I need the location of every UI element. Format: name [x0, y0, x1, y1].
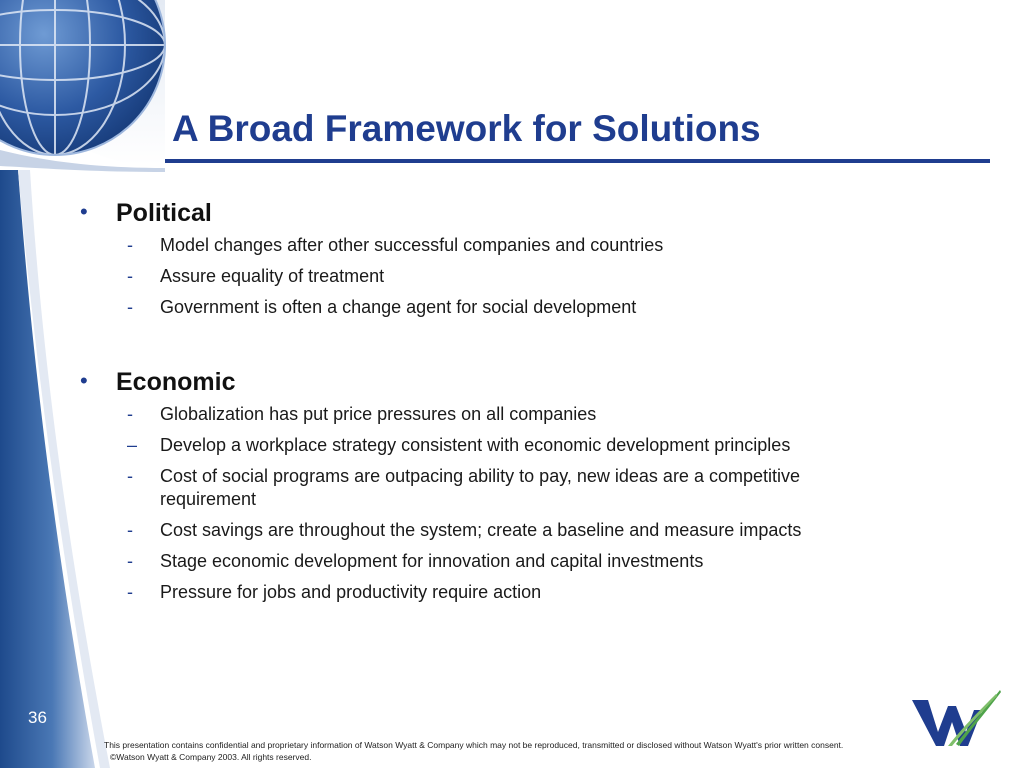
page-number: 36	[28, 708, 47, 727]
dash-icon: -	[127, 582, 133, 602]
list-item-text: Model changes after other successful companies and countries	[160, 235, 664, 255]
globe-icon	[0, 0, 170, 160]
section-heading-row	[80, 198, 900, 230]
dash-icon: -	[127, 520, 133, 540]
list-item	[80, 265, 900, 288]
bullet-icon: •	[80, 199, 88, 224]
list-item-text: Pressure for jobs and productivity require action	[160, 582, 542, 602]
dash-icon: -	[127, 551, 133, 571]
confidential-notice: This presentation contains confidential and proprietary information of Watson Wyatt & Company which may not be reproduced, transmitted or disclosed without Watson Wyatt's prior written consent.	[104, 740, 844, 750]
list-item-text: Develop a workplace strategy consistent with economic development principles	[160, 435, 791, 455]
dash-icon: -	[127, 297, 133, 317]
dash-icon: -	[127, 235, 133, 255]
list-item	[80, 296, 900, 319]
list-item	[80, 519, 900, 542]
bullet-list	[80, 234, 900, 319]
list-item-text: Stage economic development for innovation and capital investments	[160, 551, 704, 571]
list-item	[80, 403, 900, 426]
section-heading: Political	[116, 199, 212, 227]
list-item-text: Government is often a change agent for social development	[160, 297, 637, 317]
bullet-list	[80, 403, 900, 604]
list-item	[80, 434, 900, 457]
copyright-notice: ©Watson Wyatt & Company 2003. All rights reserved.	[110, 752, 312, 762]
title-underline	[165, 159, 990, 163]
list-item	[80, 465, 900, 511]
slide-title: A Broad Framework for Solutions	[172, 108, 761, 149]
watson-wyatt-logo	[910, 688, 1002, 748]
list-item-text: Assure equality of treatment	[160, 266, 385, 286]
section-economic	[80, 367, 900, 612]
list-item	[80, 234, 900, 257]
dash-icon: -	[127, 266, 133, 286]
list-item	[80, 550, 900, 573]
list-item	[80, 581, 900, 604]
list-item-text: Cost of social programs are outpacing ability to pay, new ideas are a competitive requirement	[160, 466, 800, 509]
dash-icon: -	[127, 466, 133, 486]
dash-icon: –	[127, 435, 138, 455]
dash-icon: -	[127, 404, 133, 424]
section-political	[80, 198, 900, 327]
footer	[104, 739, 843, 763]
bullet-icon: •	[80, 368, 88, 393]
section-heading: Economic	[116, 368, 236, 396]
section-heading-row	[80, 367, 900, 399]
list-item-text: Cost savings are throughout the system; create a baseline and measure impacts	[160, 520, 802, 540]
list-item-text: Globalization has put price pressures on all companies	[160, 404, 597, 424]
